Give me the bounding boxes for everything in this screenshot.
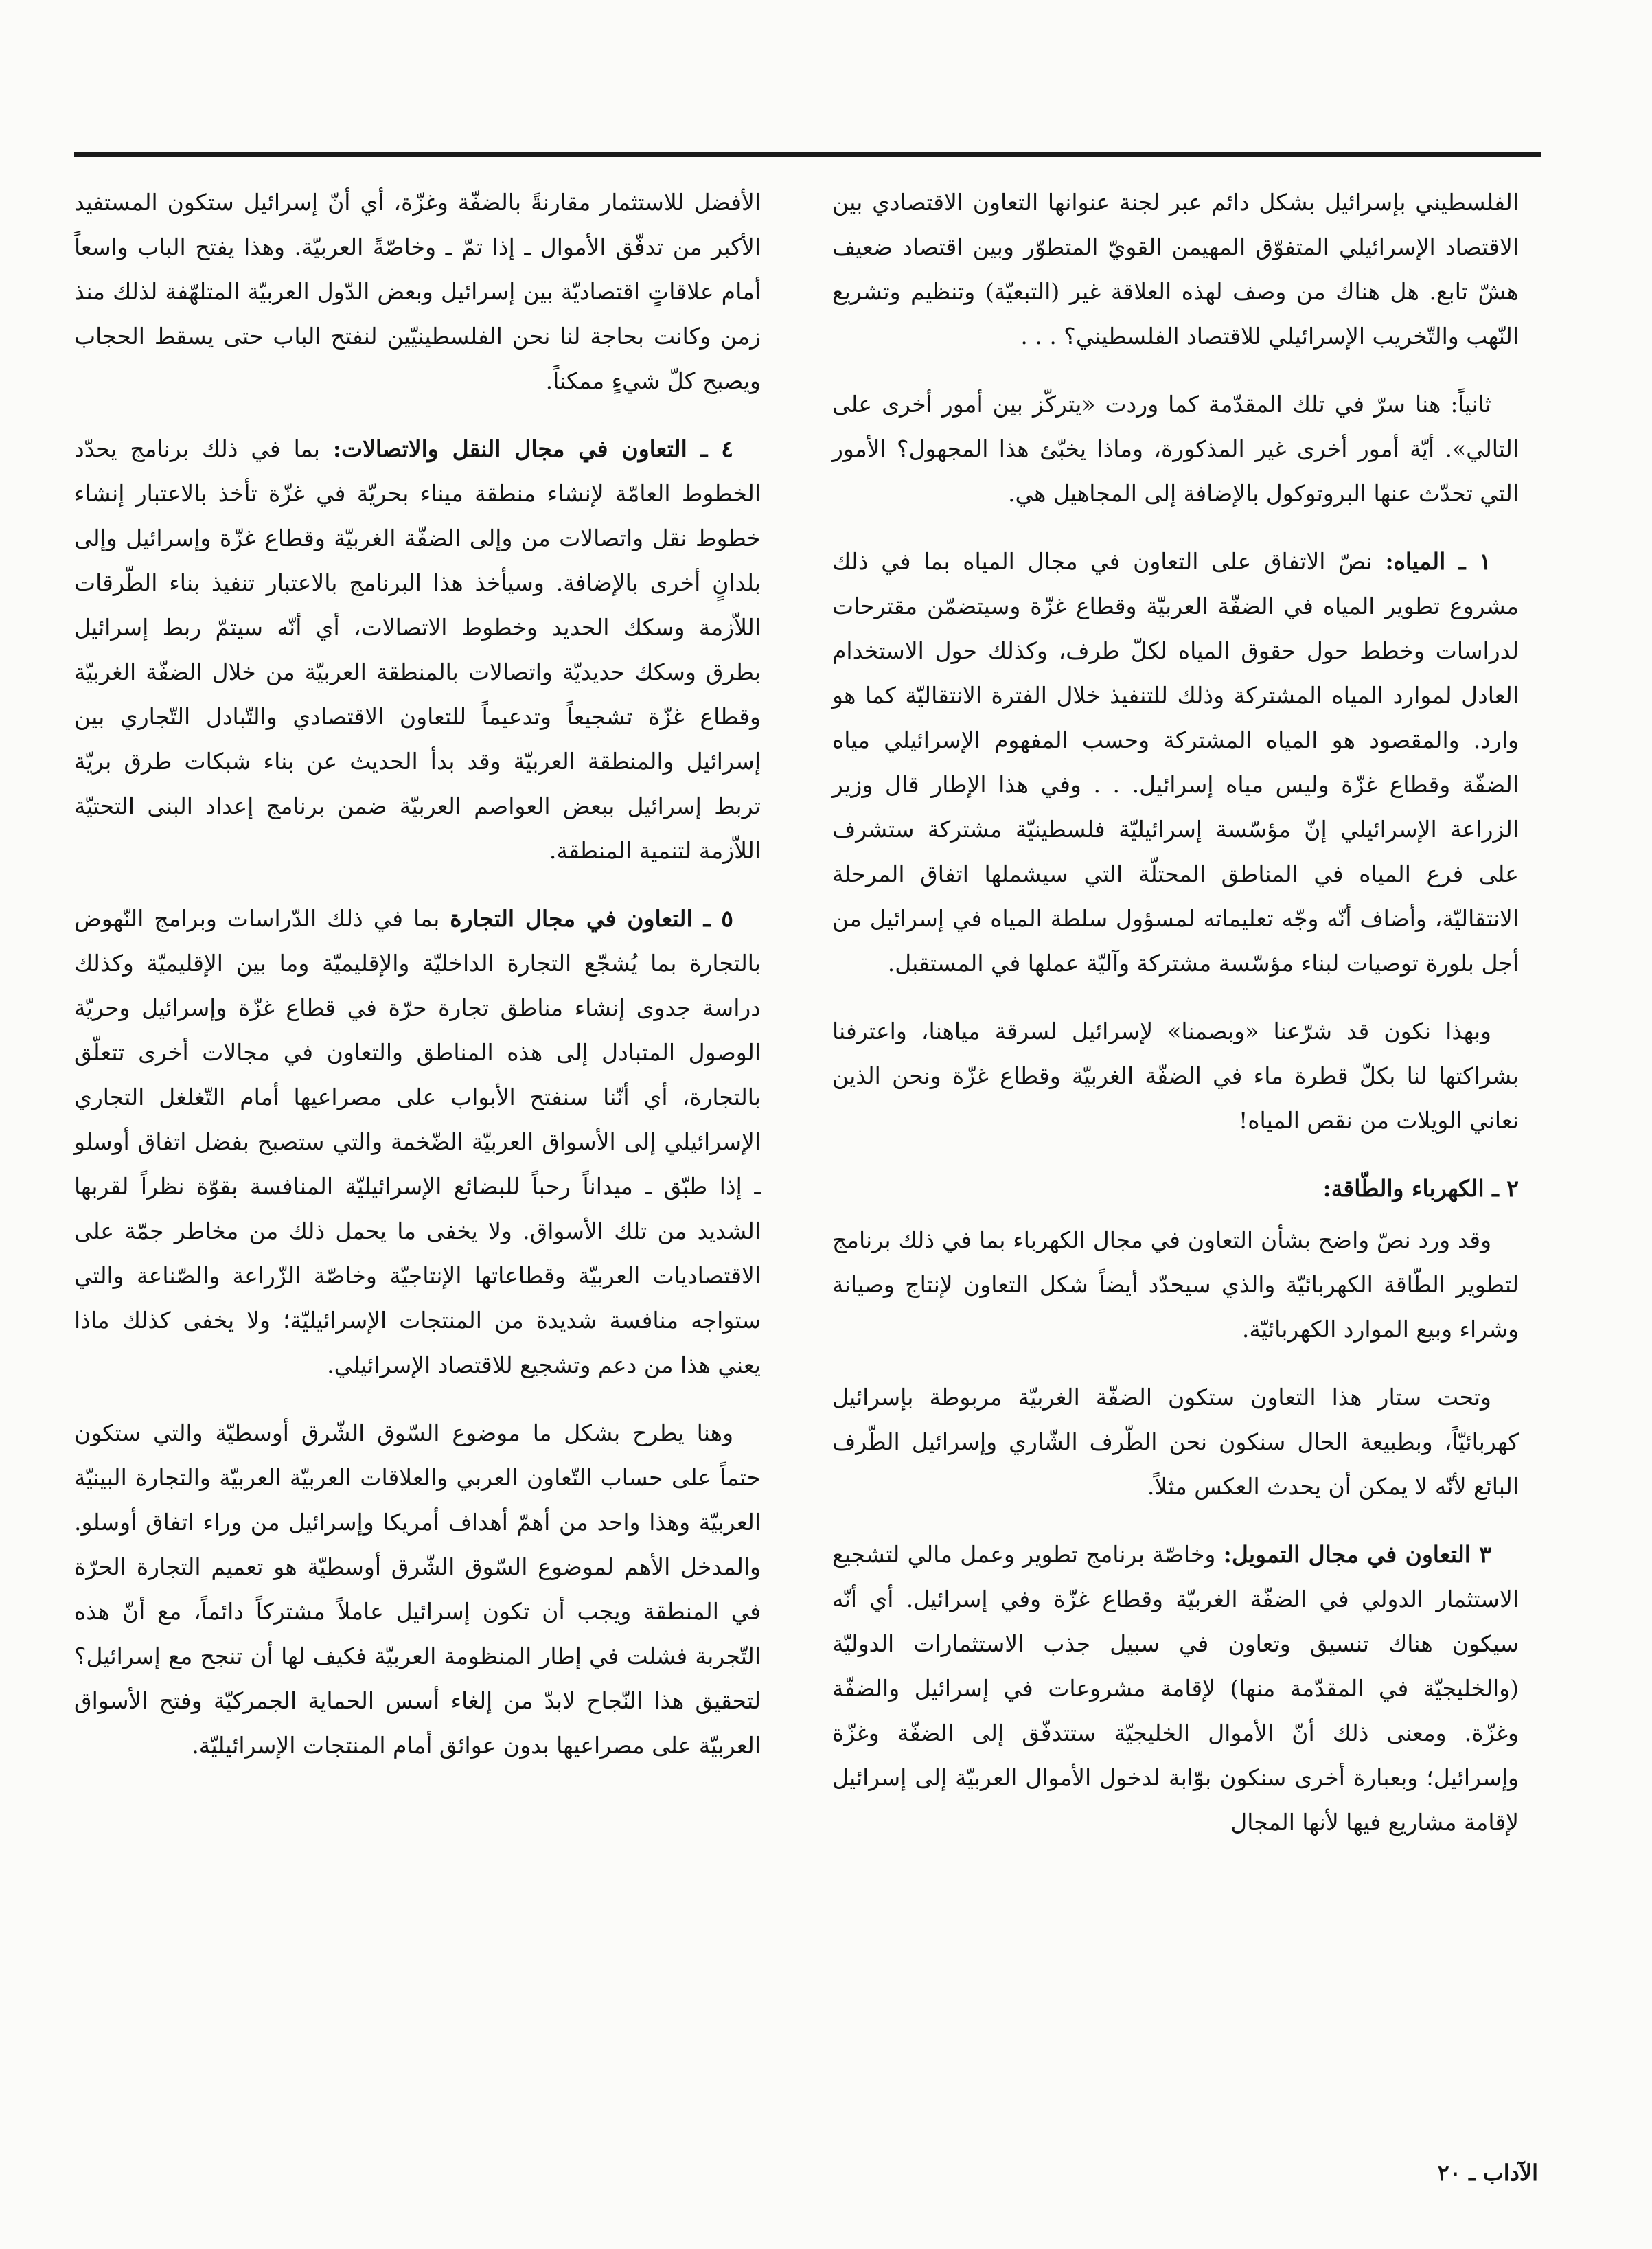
section-heading-finance: ٣ التعاون في مجال التمويل: xyxy=(1223,1541,1491,1568)
paragraph: ٣ التعاون في مجال التمويل: وخاصّة برنامج تطوير وعمل مالي لتشجيع الاستثمار الدولي في الضفّة الغربيّة وقطاع غزّة وفي إسرائيل. أي أنّه سيكون هناك تنسيق وتعاون في سبيل جذب الاستثمارات الدوليّة (والخليجيّة في المقدّمة منها) لإقامة مشروعات في إسرائيل والضفّة وغزّة. ومعنى ذلك أنّ الأموال الخليجيّة ستتدفّق إلى الضفّة وغزّة وإسرائيل؛ وبعبارة أخرى سنكون بوّابة لدخول الأموال العربيّة إلى إسرائيل لإقامة مشاريع فيها لأنها المجال xyxy=(832,1541,1519,1836)
paragraph: وقد ورد نصّ واضح بشأن التعاون في مجال الكهرباء بما في ذلك برنامج لتطوير الطّاقة الكهربائيّة والذي سيحدّد أيضاً شكل التعاون لإنتاج وصيانة وشراء وبيع الموارد الكهربائيّة. xyxy=(832,1226,1519,1343)
paragraph: الأفضل للاستثمار مقارنةً بالضفّة وغزّة، أي أنّ إسرائيل ستكون المستفيد الأكبر من تدفّق الأموال ـ إذا تمّ ـ وخاصّةً العربيّة. وهذا يفتح الباب واسعاً أمام علاقاتٍ اقتصاديّة بين إسرائيل وبعض الدّول العربيّة المتلهّفة لذلك منذ زمن وكانت بحاجة لنا نحن الفلسطينيّين لنفتح الباب حتى يسقط الحجاب ويصبح كلّ شيءٍ ممكناً. xyxy=(74,189,761,394)
section-heading-transport: ٤ ـ التعاون في مجال النقل والاتصالات: xyxy=(332,435,734,462)
paragraph: وبهذا نكون قد شرّعنا «وبصمنا» لإسرائيل لسرقة مياهنا، واعترفنا بشراكتها لنا بكلّ قطرة ماء في الضفّة الغربيّة وقطاع غزّة ونحن الذين نعاني الويلات من نقص المياه! xyxy=(832,1018,1519,1134)
section-heading-electricity: ٢ ـ الكهرباء والطّاقة: xyxy=(1322,1175,1519,1202)
section-heading-water: ١ ـ المياه: xyxy=(1385,548,1491,575)
paragraph: ١ ـ المياه: نصّ الاتفاق على التعاون في مجال المياه بما في ذلك مشروع تطوير المياه في الضفّة العربيّة وقطاع غزّة وسيتضمّن مقترحات لدراسات وخطط حول حقوق المياه لكلّ طرف، وكذلك حول الاستخدام العادل لموارد المياه المشتركة وذلك للتنفيذ خلال الفترة الانتقاليّة كما هو وارد. والمقصود هو المياه المشتركة وحسب المفهوم الإسرائيلي مياه الضفّة وقطاع غزّة وليس مياه إسرائيل. . . وفي هذا الإطار قال وزير الزراعة الإسرائيلي إنّ مؤسّسة إسرائيليّة فلسطينيّة مشتركة ستشرف على فرع المياه في المناطق المحتلّة التي سيشملها اتفاق المرحلة الانتقاليّة، وأضاف أنّه وجّه تعليماته لمسؤول سلطة المياه في إسرائيل من أجل بلورة توصيات لبناء مؤسّسة مشتركة وآليّة عملها في المستقبل. xyxy=(832,548,1519,977)
top-rule xyxy=(74,152,1541,157)
paragraph: وتحت ستار هذا التعاون ستكون الضفّة الغربيّة مربوطة بإسرائيل كهربائيّاً، وبطبيعة الحال سنكون نحن الطّرف الشّاري وإسرائيل الطّرف البائع لأنّه لا يمكن أن يحدث العكس مثلاً. xyxy=(832,1384,1519,1500)
paragraph: ٤ ـ التعاون في مجال النقل والاتصالات: بما في ذلك برنامج يحدّد الخطوط العامّة لإنشاء منطقة ميناء بحريّة في غزّة تأخذ بالاعتبار إنشاء خطوط نقل واتصالات من وإلى الضفّة الغربيّة وقطاع غزّة وإسرائيل وإلى بلدانٍ أخرى بالإضافة. وسيأخذ هذا البرنامج بالاعتبار تنفيذ بناء الطّرقات اللاّزمة وسكك الحديد وخطوط الاتصالات، أي أنّه سيتمّ ربط إسرائيل بطرق وسكك حديديّة واتصالات بالمنطقة العربيّة من خلال الضفّة الغربيّة وقطاع غزّة تشجيعاً وتدعيماً للتعاون الاقتصادي والتّبادل التّجاري بين إسرائيل والمنطقة العربيّة وقد بدأ الحديث عن بناء شبكات طرق بريّة تربط إسرائيل ببعض العواصم العربيّة ضمن برنامج إعداد البنى التحتيّة اللاّزمة لتنمية المنطقة. xyxy=(74,435,761,864)
section-heading-trade: ٥ ـ التعاون في مجال التجارة xyxy=(450,905,733,932)
left-column xyxy=(74,180,761,1791)
paragraph: وهنا يطرح بشكل ما موضوع السّوق الشّرق أوسطيّة والتي ستكون حتماً على حساب التّعاون العربي والعلاقات العربيّة العربيّة والتجارة البينيّة العربيّة وهذا واحد من أهمّ أهداف أمريكا وإسرائيل من وراء اتفاق أوسلو. والمدخل الأهم لموضوع السّوق الشّرق أوسطيّة هو تعميم التجارة الحرّة في المنطقة ويجب أن تكون إسرائيل عاملاً مشتركاً دائماً، مع أنّ هذه التّجربة فشلت في إطار المنظومة العربيّة فكيف لها أن تنجح مع إسرائيل؟ لتحقيق هذا النّجاح لابدّ من إلغاء أسس الحماية الجمركيّة وفتح الأسواق العربيّة على مصراعيها بدون عوائق أمام المنتجات الإسرائيليّة. xyxy=(74,1419,761,1759)
right-column xyxy=(832,180,1519,1868)
paragraph: ثانياً: هنا سرّ في تلك المقدّمة كما وردت «يتركّز بين أمور أخرى على التالي». أيّة أمور أخرى غير المذكورة، وماذا يخبّئ هذا المجهول؟ الأمور التي تحدّث عنها البروتوكول بالإضافة إلى المجاهيل هي. xyxy=(832,391,1519,507)
page-footer: الآداب ـ ٢٠ xyxy=(1437,2160,1538,2186)
paragraph: ٥ ـ التعاون في مجال التجارة بما في ذلك الدّراسات وبرامج النّهوض بالتجارة بما يُشجّع التجارة الداخليّة والإقليميّة وما بين الإقليميّة وكذلك دراسة جدوى إنشاء مناطق تجارة حرّة في قطاع غزّة وإسرائيل وحريّة الوصول المتبادل إلى هذه المناطق والتعاون في مجالات أخرى تتعلّق بالتجارة، أي أنّنا سنفتح الأبواب على مصراعيها أمام التّغلغل التجاري الإسرائيلي إلى الأسواق العربيّة الضّخمة والتي ستصبح بفضل اتفاق أوسلو ـ إذا طبّق ـ ميداناً رحباً للبضائع الإسرائيليّة المنافسة بقوّة نظراً لقربها الشديد من تلك الأسواق. ولا يخفى ما يحمل ذلك من مخاطر جمّة على الاقتصاديات العربيّة وقطاعاتها الإنتاجيّة وخاصّة الزّراعة والصّناعة والتي ستواجه منافسة شديدة من المنتجات الإسرائيليّة؛ ولا يخفى كذلك ماذا يعني هذا من دعم وتشجيع للاقتصاد الإسرائيلي. xyxy=(74,905,761,1378)
paragraph: الفلسطيني بإسرائيل بشكل دائم عبر لجنة عنوانها التعاون الاقتصادي بين الاقتصاد الإسرائيلي المتفوّق المهيمن القويّ المتطوّر وبين اقتصاد ضعيف هشّ تابع. هل هناك من وصف لهذه العلاقة غير (التبعيّة) وتنظيم وتشريع النّهب والتّخريب الإسرائيلي للاقتصاد الفلسطيني؟ . . . xyxy=(832,189,1519,350)
